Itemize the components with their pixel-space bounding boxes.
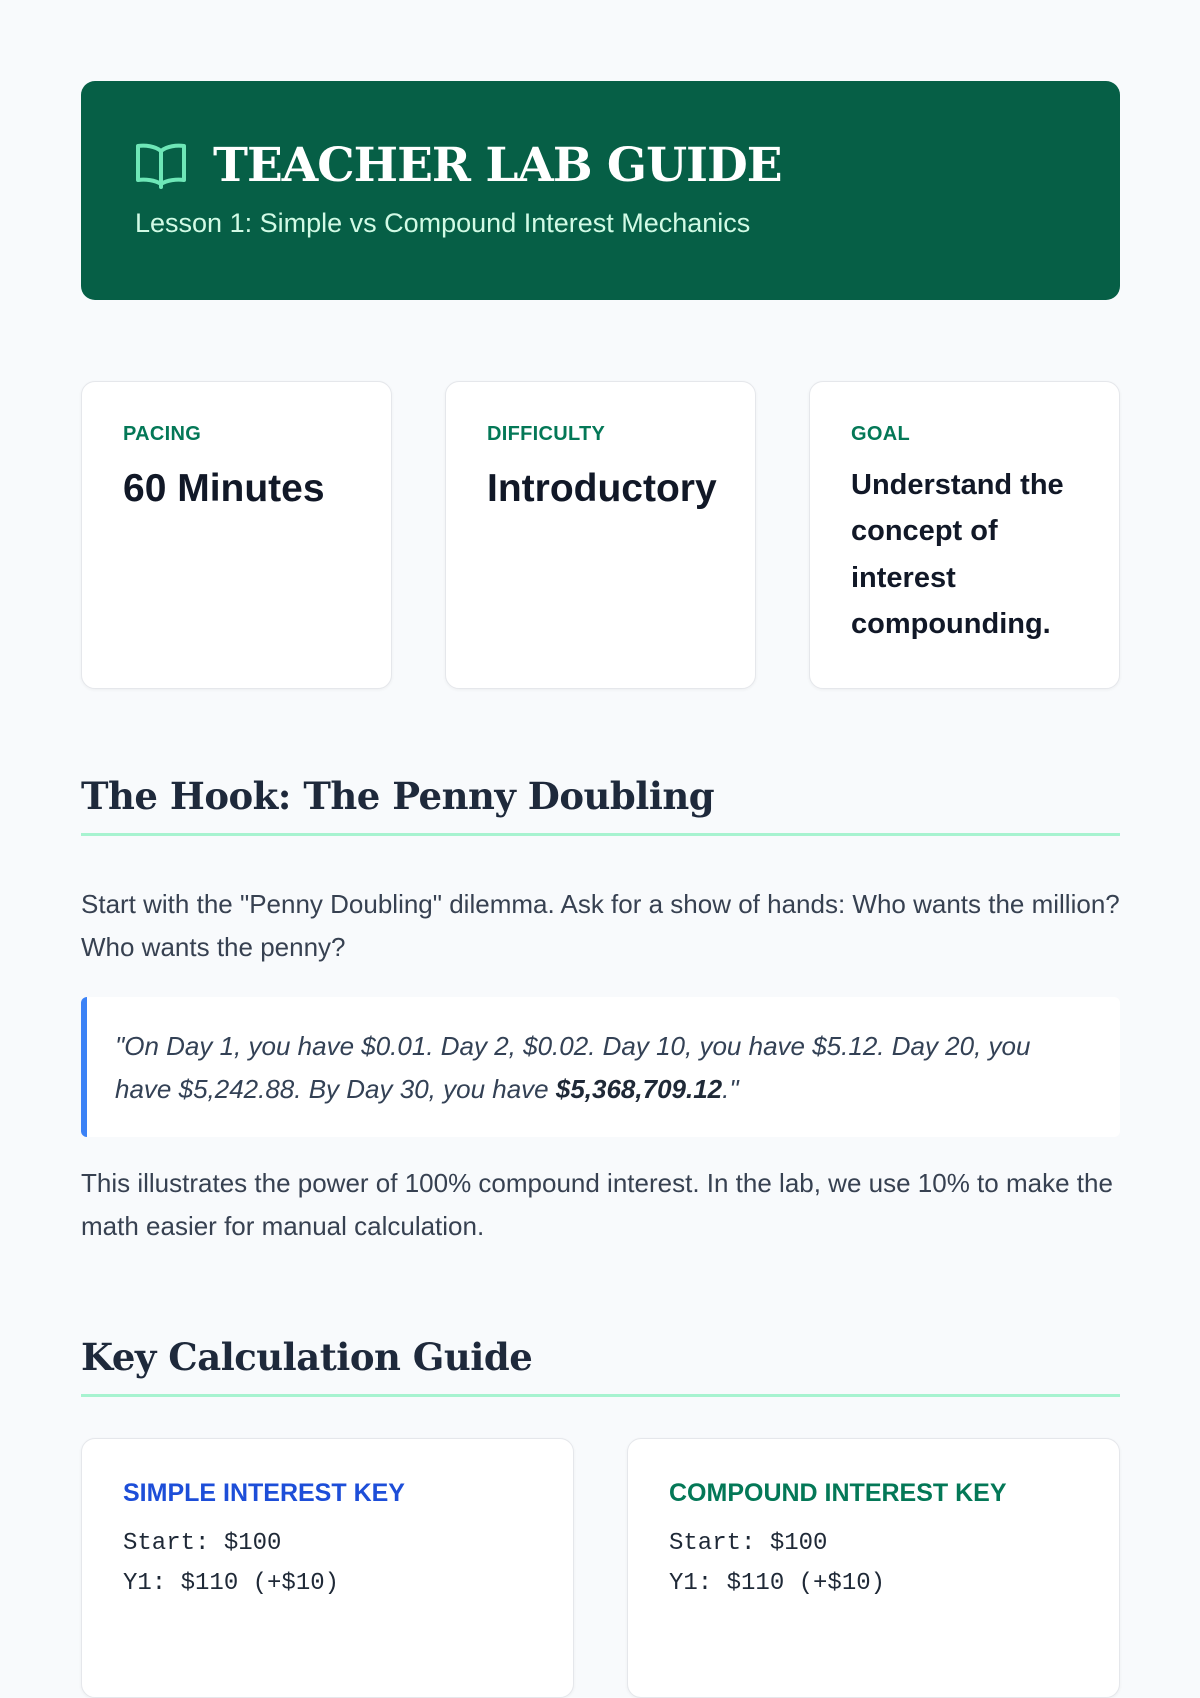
compound-interest-key-lines [669, 1524, 1079, 1604]
goal-card [809, 381, 1120, 689]
simple-interest-key-title: SIMPLE INTEREST KEY [123, 1479, 405, 1507]
quote-text-start: "On Day 1, you have $0.01. Day 2, $0.02. Day 10, you have $5.12. Day 20, you have $5,242.88. By Day 30, you have [115, 1031, 1031, 1104]
penny-doubling-quote [81, 997, 1120, 1137]
pacing-value: 60 Minutes [123, 467, 325, 510]
compound-key-line: Start: $100 [669, 1530, 828, 1557]
simple-key-line: Start: $100 [123, 1530, 282, 1557]
goal-label: GOAL [851, 423, 910, 445]
header-banner [81, 81, 1120, 300]
compound-interest-key-title: COMPOUND INTEREST KEY [669, 1479, 1007, 1507]
difficulty-value: Introductory [487, 467, 717, 510]
lesson-subtitle: Lesson 1: Simple vs Compound Interest Mechanics [135, 208, 751, 238]
quote-emphasis: $5,368,709.12 [555, 1074, 723, 1104]
quote-text-end: ." [722, 1074, 739, 1104]
hook-section-heading: The Hook: The Penny Doubling [81, 778, 1120, 836]
goal-value: Understand the concept of interest compounding. [851, 469, 1064, 641]
header-title-row [135, 137, 1066, 193]
simple-interest-key-card [81, 1438, 574, 1698]
book-open-icon [135, 141, 187, 189]
hook-intro-text: Start with the "Penny Doubling" dilemma. Ask for a show of hands: Who wants the million? Who wants the penny? [81, 889, 1120, 962]
page-title: TEACHER LAB GUIDE [213, 137, 782, 193]
simple-key-line: Y1: $110 (+$10) [123, 1570, 340, 1597]
pacing-label: PACING [123, 423, 202, 445]
simple-interest-key-lines [123, 1524, 533, 1604]
hook-outro-text: This illustrates the power of 100% compound interest. In the lab, we use 10% to make the math easier for manual calculation. [81, 1168, 1113, 1241]
lesson-stats-row [81, 381, 1120, 689]
compound-interest-key-card [627, 1438, 1120, 1698]
calc-guide-heading: Key Calculation Guide [81, 1339, 1120, 1397]
difficulty-label: DIFFICULTY [487, 423, 606, 445]
calculation-keys-row [81, 1438, 1120, 1698]
difficulty-card [445, 381, 756, 689]
compound-key-line: Y1: $110 (+$10) [669, 1570, 886, 1597]
pacing-card [81, 381, 392, 689]
